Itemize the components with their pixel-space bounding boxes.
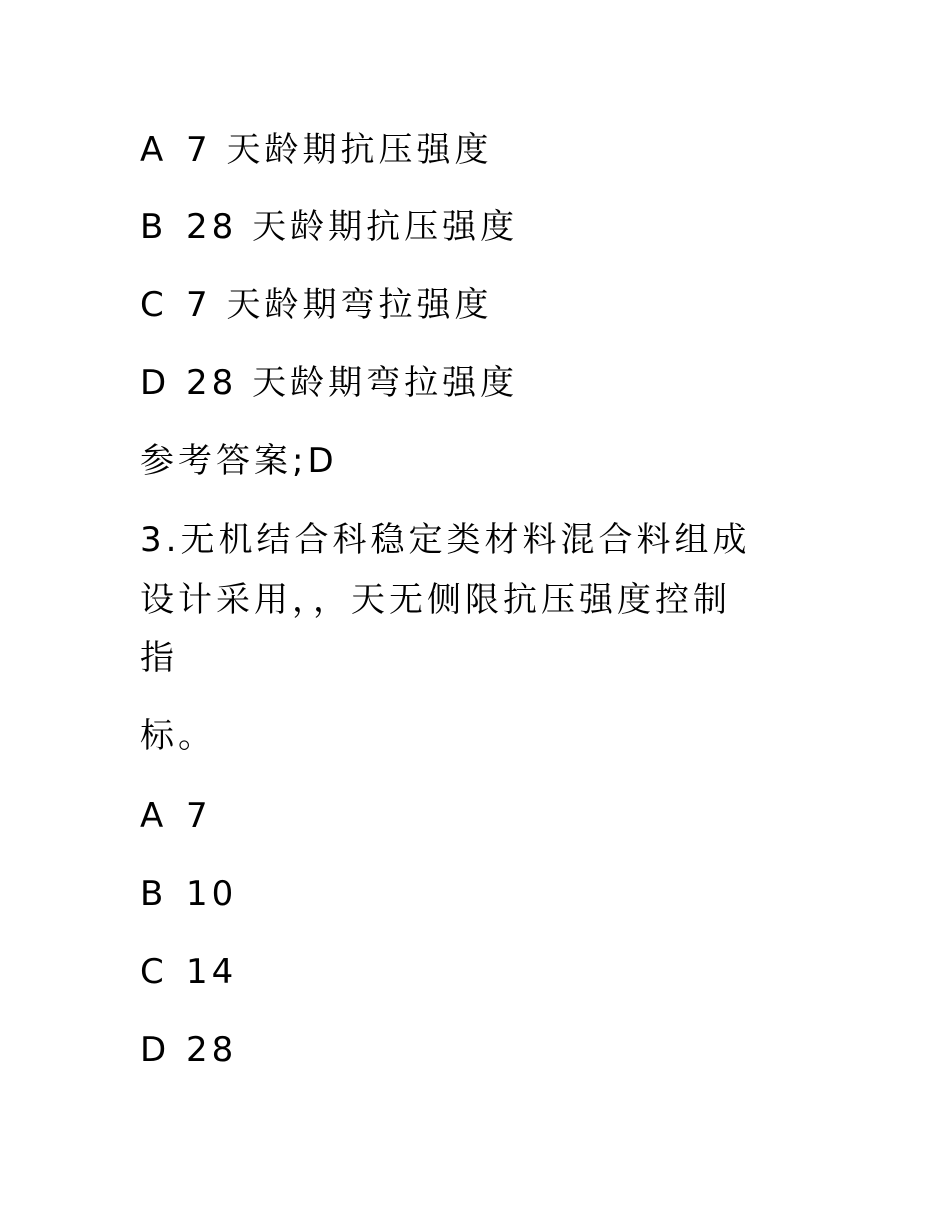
option-letter: B	[140, 874, 168, 914]
option-letter: A	[140, 130, 168, 170]
option-text: 28 天龄期弯拉强度	[186, 363, 519, 403]
question-3-stem-line-2: 设计采用，，天无侧限抗压强度控制	[140, 580, 731, 620]
question-3-stem-line-4: 标。	[140, 716, 216, 756]
option-b-q3	[140, 874, 237, 914]
question-3-stem-line-3: 指	[140, 638, 178, 678]
option-letter: D	[140, 1030, 171, 1070]
option-letter: C	[140, 952, 168, 992]
option-c-prev	[140, 285, 492, 325]
option-b-prev	[140, 207, 518, 247]
option-text: 14	[186, 952, 238, 992]
option-text: 28	[186, 1030, 238, 1070]
option-text: 7	[186, 796, 212, 836]
question-3-stem-line-1: 3.无机结合科稳定类材料混合料组成	[140, 520, 751, 560]
option-letter: A	[140, 796, 168, 836]
option-letter: B	[140, 207, 168, 247]
option-text: 7 天龄期弯拉强度	[186, 285, 493, 325]
option-d-prev	[140, 363, 518, 403]
option-text: 7 天龄期抗压强度	[186, 130, 493, 170]
option-a-q3	[140, 796, 212, 836]
option-letter: C	[140, 285, 168, 325]
option-text: 28 天龄期抗压强度	[186, 207, 519, 247]
reference-answer: 参考答案;D	[140, 441, 338, 481]
option-letter: D	[140, 363, 171, 403]
option-d-q3	[140, 1030, 237, 1070]
option-text: 10	[186, 874, 238, 914]
option-a-prev	[140, 130, 492, 170]
option-c-q3	[140, 952, 237, 992]
